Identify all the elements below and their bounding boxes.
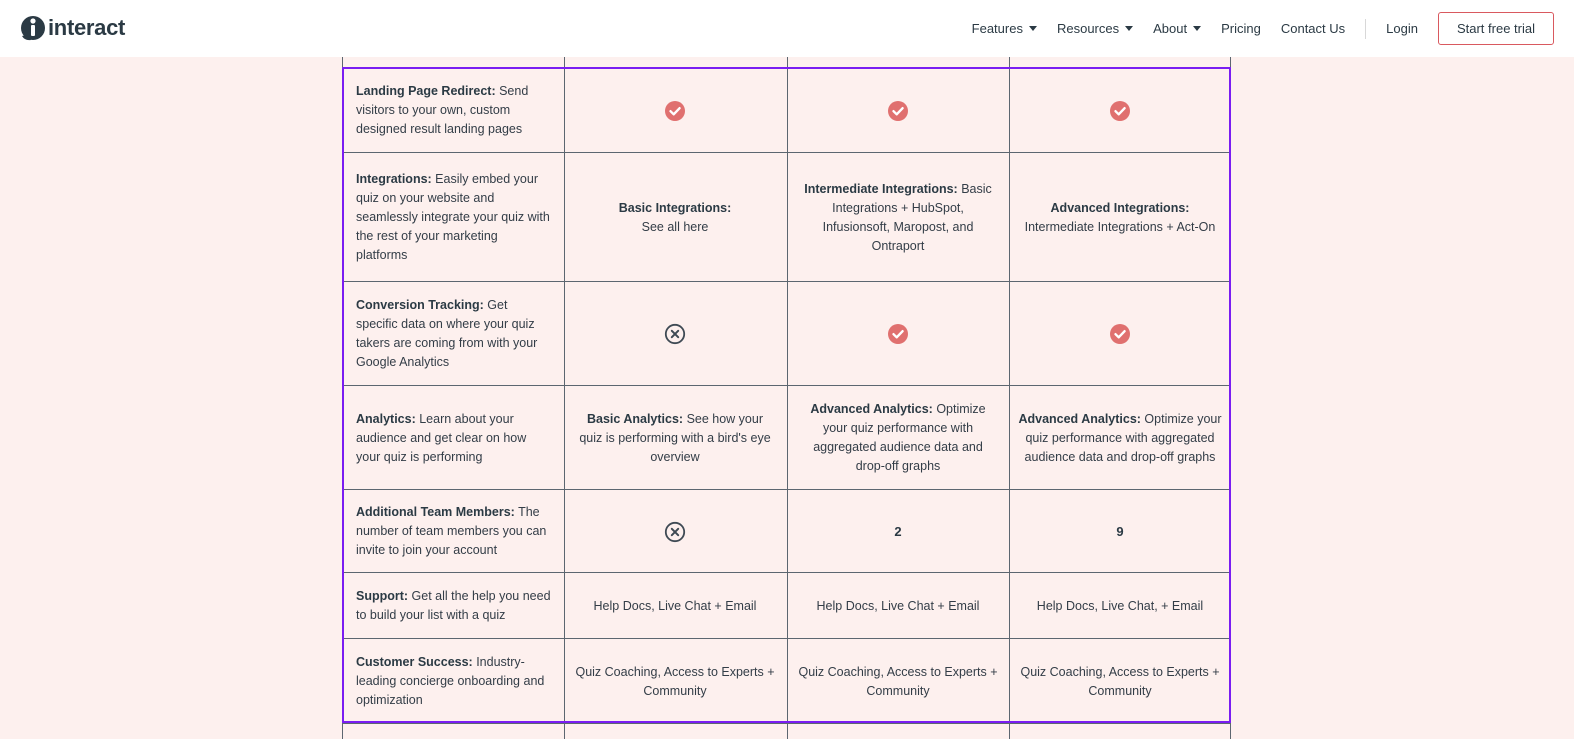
table-row [342, 638, 1231, 724]
start-free-trial-button[interactable]: Start free trial [1438, 12, 1554, 45]
plan-cell [564, 490, 786, 573]
login-label: Login [1386, 21, 1418, 36]
plan-cell-text [817, 597, 980, 616]
table-row [342, 67, 1231, 153]
feature-title: Integrations: [356, 172, 432, 186]
feature-text [356, 296, 552, 372]
feature-text [356, 587, 552, 625]
plan-cell [1009, 490, 1231, 573]
table-row [342, 281, 1231, 386]
plan-cell-text [1017, 663, 1223, 701]
plan-cell-description: Optimize your quiz performance with aggregated audience data and drop-off graphs [1024, 411, 1222, 464]
check-circle-icon [1109, 323, 1131, 345]
nav-item-label: Resources [1056, 21, 1120, 36]
plan-cell [564, 639, 786, 724]
nav-item-pricing[interactable] [1221, 21, 1261, 36]
plan-cell [787, 386, 1009, 490]
feature-description: Industry-leading concierge onboarding and optimization [356, 655, 545, 707]
feature-title: Additional Team Members: [356, 505, 515, 519]
plan-cell-description: Basic Integrations + HubSpot, Infusionsoft, Maropost, and Ontraport [822, 181, 992, 253]
feature-cell [342, 573, 564, 639]
plan-cell [564, 386, 786, 490]
plan-cell [787, 68, 1009, 153]
plan-cell [1009, 153, 1231, 282]
check-circle-icon [664, 100, 686, 122]
interact-logo-icon [20, 14, 46, 42]
plan-cell [787, 639, 1009, 724]
plan-cell-description: Quiz Coaching, Access to Experts + Community [798, 664, 998, 698]
feature-title: Analytics: [356, 411, 416, 426]
team-member-count: 2 [894, 524, 902, 539]
plan-cell-title: Advanced Integrations: [1050, 200, 1190, 215]
feature-text [356, 653, 552, 710]
plan-cell [787, 573, 1009, 639]
table-row [342, 152, 1231, 282]
feature-description: Get specific data on where your quiz takers are coming from with your Google Analytics [356, 298, 538, 369]
plan-cell-description: Quiz Coaching, Access to Experts + Community [1020, 664, 1220, 698]
chevron-down-icon [1193, 26, 1201, 31]
plan-cell-description: See how your quiz is performing with a bird's eye overview [579, 411, 771, 464]
plan-cell [787, 490, 1009, 573]
plan-cell [1009, 573, 1231, 639]
plan-cell-text [594, 597, 757, 616]
feature-title: Conversion Tracking: [356, 298, 484, 312]
check-circle-icon [887, 323, 909, 345]
feature-text [356, 82, 552, 139]
check-circle-icon [1109, 100, 1131, 122]
nav-divider [1365, 19, 1366, 39]
feature-description: Learn about your audience and get clear on how your quiz is performing [356, 411, 527, 464]
main-nav [952, 0, 1554, 57]
feature-description: Easily embed your quiz on your website and seamlessly integrate your quiz with the rest of your marketing platforms [356, 172, 550, 262]
plan-cell [787, 153, 1009, 282]
plan-cell-description: Quiz Coaching, Access to Experts + Community [575, 664, 775, 698]
plan-cell-description: See all here [641, 219, 709, 234]
plan-cell [1009, 639, 1231, 724]
plan-cell-description: Help Docs, Live Chat + Email [816, 598, 980, 613]
plan-cell-title: Basic Integrations: [618, 200, 732, 215]
feature-cell [342, 282, 564, 386]
feature-title: Landing Page Redirect: [356, 84, 496, 98]
plan-cell-text [1017, 410, 1223, 467]
plan-cell-title: Advanced Analytics: [810, 402, 933, 416]
feature-cell [342, 68, 564, 153]
plan-cell-title: Advanced Analytics: [1018, 411, 1141, 426]
plan-cell-text [619, 199, 732, 237]
plan-cell-text [1025, 199, 1216, 237]
plan-cell [564, 68, 786, 153]
nav-item-label: Contact Us [1280, 21, 1346, 36]
plan-cell-text [797, 180, 999, 256]
plan-cell [564, 153, 786, 282]
plan-cell-description: Optimize your quiz performance with aggregated audience data and drop-off graphs [813, 402, 986, 473]
feature-description: The number of team members you can invite to join your account [356, 505, 547, 557]
plan-cell-text [797, 400, 999, 476]
feature-cell [342, 490, 564, 573]
plan-cell-description: Intermediate Integrations + Act-On [1024, 219, 1216, 234]
chevron-down-icon [1029, 26, 1037, 31]
brand-logo[interactable] [20, 14, 125, 42]
plan-cell-description: Help Docs, Live Chat, + Email [1036, 598, 1204, 613]
plan-cell-description: Help Docs, Live Chat + Email [593, 598, 757, 613]
plan-cell [1009, 386, 1231, 490]
nav-item-label: Features [971, 21, 1023, 36]
plan-cell [564, 282, 786, 386]
nav-item-about[interactable] [1153, 21, 1201, 36]
plan-cell [1009, 282, 1231, 386]
feature-cell [342, 639, 564, 724]
plan-cell-title: Basic Analytics: [586, 411, 684, 426]
plan-cell [564, 573, 786, 639]
plan-cell-title: Intermediate Integrations: [804, 181, 958, 196]
feature-description: Send visitors to your own, custom designed result landing pages [356, 84, 529, 136]
feature-text [356, 170, 552, 265]
login-link[interactable] [1386, 21, 1418, 36]
feature-title: Support: [356, 589, 409, 603]
table-row [342, 489, 1231, 573]
x-circle-icon [664, 323, 686, 345]
table-row [342, 572, 1231, 639]
plan-cell [1009, 68, 1231, 153]
plan-cell-text [574, 663, 776, 701]
plan-cell-text [574, 410, 776, 467]
feature-cell [342, 386, 564, 490]
feature-text [356, 503, 552, 560]
feature-text [356, 410, 552, 467]
table-row-divider [342, 723, 1231, 724]
team-member-count: 9 [1116, 524, 1124, 539]
top-navigation-bar [0, 0, 1574, 57]
plan-cell-text [797, 663, 999, 701]
nav-item-resources[interactable] [1057, 21, 1133, 36]
x-circle-icon [664, 521, 686, 543]
nav-item-label: About [1153, 21, 1188, 36]
check-circle-icon [887, 100, 909, 122]
plan-cell-text [1037, 597, 1203, 616]
feature-cell [342, 153, 564, 282]
nav-item-features[interactable] [972, 21, 1037, 36]
pricing-comparison-table [342, 57, 1231, 739]
plan-cell [787, 282, 1009, 386]
table-row [342, 385, 1231, 490]
brand-name: interact [48, 15, 126, 40]
chevron-down-icon [1125, 26, 1133, 31]
feature-title: Customer Success: [356, 655, 473, 669]
feature-description: Get all the help you need to build your list with a quiz [356, 589, 551, 622]
nav-item-label: Pricing [1221, 21, 1261, 36]
nav-item-contact-us[interactable] [1281, 21, 1345, 36]
